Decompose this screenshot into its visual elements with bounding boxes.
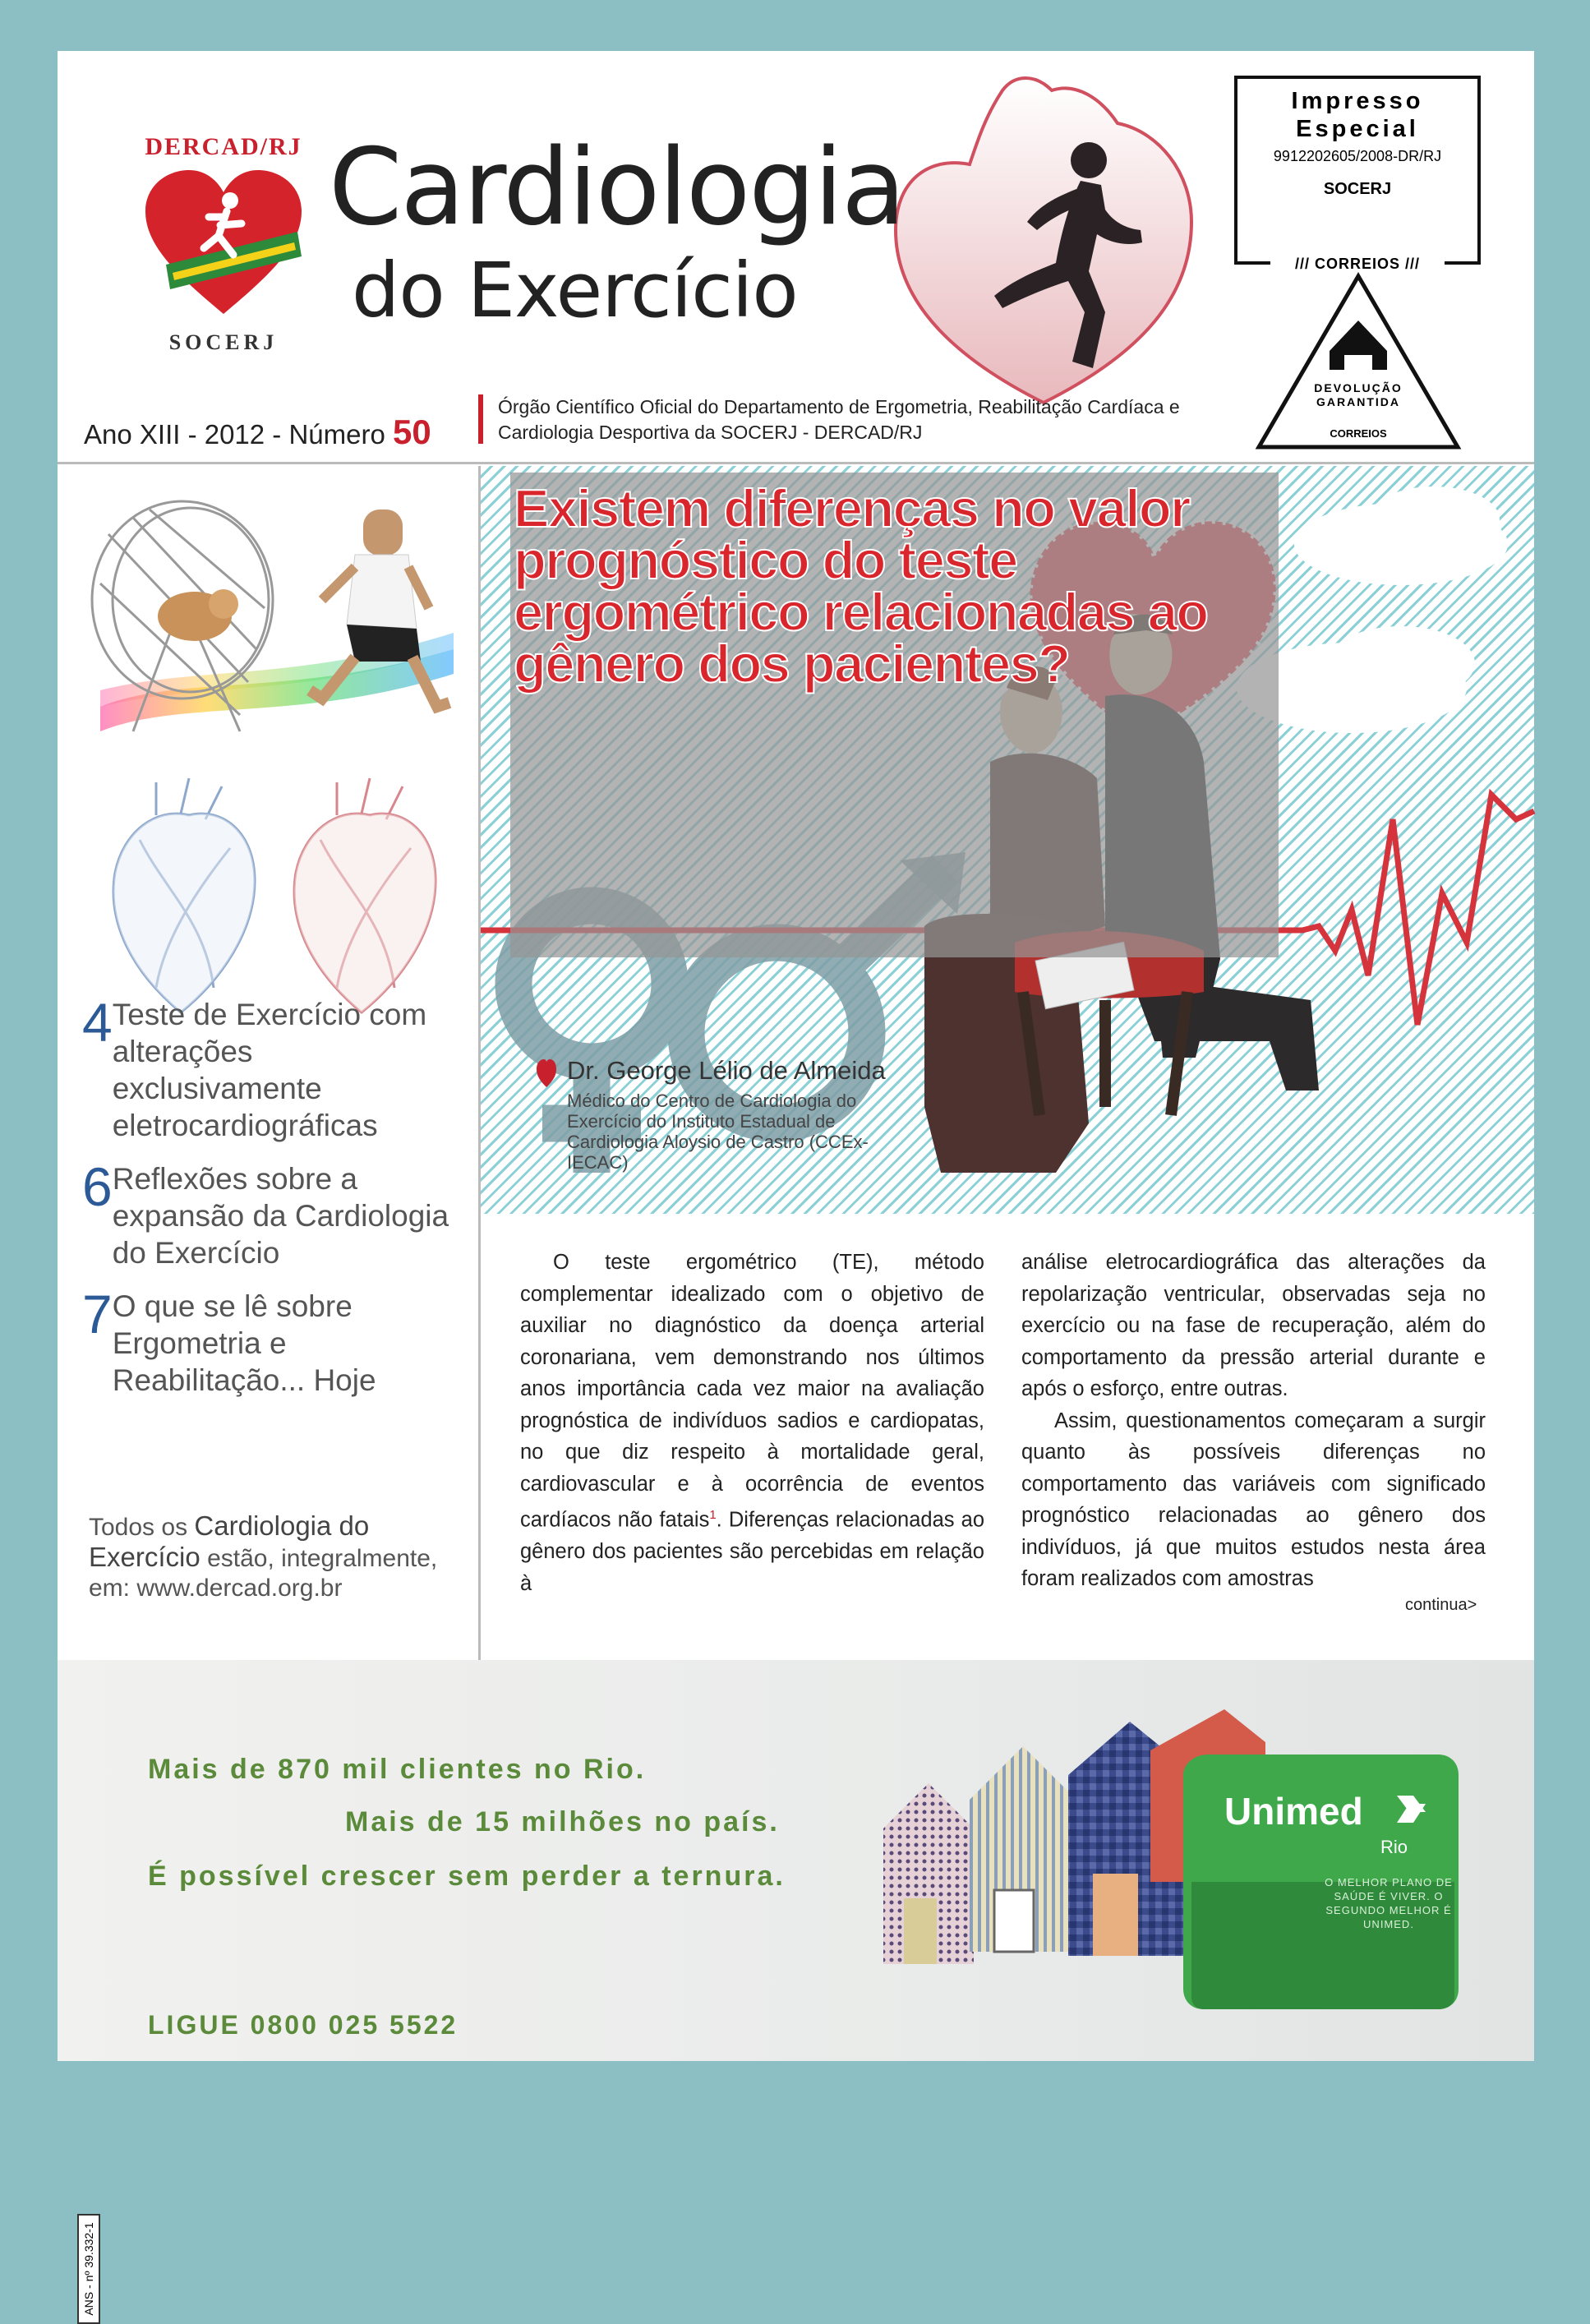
- article-column-1: [520, 1247, 984, 1599]
- devolucao-line2: GARANTIDA: [1316, 395, 1400, 408]
- all-issues-prefix: Todos os: [89, 1514, 188, 1541]
- anatomical-hearts-image: [90, 774, 452, 1021]
- hamster-wheel-runner-image: [84, 485, 454, 756]
- author-role: Médico do Centro de Cardiologia do Exercício do Instituto Estadual de Cardiologia Aloysio de Castro (CCEx-IECAC): [567, 1091, 869, 1173]
- author-name: Dr. George Lélio de Almeida: [567, 1056, 886, 1085]
- toc-page-number: 6: [82, 1156, 113, 1217]
- devolucao-line1: DEVOLUÇÃO: [1314, 381, 1403, 394]
- unimed-slogan: O MELHOR PLANO DE SAÚDE É VIVER. O SEGUNDO MELHOR É UNIMED.: [1325, 1876, 1453, 1930]
- article-col1-end: . Diferenças relacionadas ao gênero dos pacientes são percebidas em relação à: [520, 1508, 985, 1595]
- toc-item[interactable]: [82, 1156, 468, 1271]
- issue-number: 50: [393, 413, 431, 451]
- toc-page-number: 7: [82, 1284, 113, 1344]
- all-issues-title: Cardiologia do Exercício: [89, 1510, 370, 1572]
- pillow-houses-image: [879, 1718, 1520, 2030]
- heart-runner-illustration: [879, 66, 1208, 427]
- devolucao-triangle-icon: [1256, 273, 1461, 450]
- toc-title: Teste de Exercício com alterações exclusivamente eletrocardiográficas: [112, 998, 427, 1142]
- ad-line-3: É possível crescer sem perder a ternura.: [148, 1861, 786, 1892]
- article-column-2: [1021, 1247, 1486, 1595]
- masthead-title: Cardiologia: [329, 127, 905, 249]
- feature-panel: [481, 466, 1534, 1214]
- newsletter-page: [58, 51, 1534, 2316]
- devolucao-carrier: CORREIOS: [1330, 427, 1387, 440]
- dercad-logo: [108, 133, 339, 363]
- masthead-subtitle: do Exercício: [352, 247, 798, 334]
- ad-line-1: Mais de 870 mil clientes no Rio.: [148, 1754, 647, 1785]
- unimed-advertisement: [58, 1660, 1534, 2316]
- publication-description: Órgão Científico Oficial do Departamento de Ergometria, Reabilitação Cardíaca e Cardiologia Desportiva da SOCERJ - DERCAD/RJ: [498, 396, 1180, 443]
- stamp-code: 9912202605/2008-DR/RJ: [1273, 148, 1442, 164]
- toc-title: Reflexões sobre a expansão da Cardiologia do Exercício: [112, 1162, 449, 1270]
- logo-bottom-text: SOCERJ: [168, 330, 279, 354]
- footnote-ref[interactable]: 1: [709, 1508, 717, 1522]
- ad-line-2: Mais de 15 milhões no país.: [345, 1806, 780, 1838]
- stamp-org: SOCERJ: [1323, 180, 1392, 198]
- article-col2-para1: análise eletrocardiográfica das alterações da repolarização ventricular, observadas seja no exercício ou na fase de recuperação, além do comportamento da pressão arterial durante e após o esforço, entre outras.: [1021, 1251, 1486, 1400]
- feature-title: Existem diferenças no valor prognóstico do teste ergométrico relacionadas ao gênero dos pacientes?: [514, 478, 1208, 694]
- header-divider: [58, 462, 1534, 464]
- ans-number: ANS - nº 39.332-1: [77, 2214, 100, 2324]
- unimed-brand: Unimed: [1224, 1790, 1363, 1833]
- heart-bullet-icon: [537, 1059, 556, 1087]
- postage-stamp-box: [1234, 76, 1481, 272]
- logo-top-text: DERCAD/RJ: [145, 133, 302, 160]
- description-accent-bar: [478, 394, 483, 444]
- unimed-brand-sub: Rio: [1380, 1837, 1408, 1857]
- article-col1-text: O teste ergométrico (TE), método complementar idealizado com o objetivo de auxiliar no diagnóstico da doença arterial coronariana, vem demonstrando nos últimos anos importância cada vez maior na avaliação prognóstica de indivíduos sadios e cardiopatas, no que diz respeito à mortalidade geral, cardiovascular e à ocorrência de eventos cardíacos não fatais: [520, 1251, 984, 1532]
- stamp-line1: Impresso: [1291, 88, 1424, 114]
- issue-prefix: Ano XIII - 2012 - Número: [84, 419, 385, 450]
- toc-page-number: 4: [82, 992, 113, 1053]
- stamp-carrier: /// CORREIOS ///: [1270, 256, 1445, 273]
- toc-title: O que se lê sobre Ergometria e Reabilitação... Hoje: [112, 1289, 376, 1397]
- issue-info: [84, 413, 431, 452]
- article-col2-para2: Assim, questionamentos começaram a surgir quanto às possíveis diferenças no comportamento das variáveis com significado prognóstico relacionadas ao gênero dos indivíduos, já que muitos estudos nesta área foram realizados com amostras: [1021, 1409, 1486, 1590]
- all-issues-note: [89, 1511, 467, 1603]
- author-byline: [567, 1056, 912, 1173]
- stamp-line2: Especial: [1296, 116, 1419, 142]
- toc-item[interactable]: [82, 992, 468, 1144]
- heart-runner-icon: [141, 166, 306, 322]
- ad-phone: LIGUE 0800 025 5522: [148, 2010, 459, 2040]
- all-issues-suffix[interactable]: estão, integralmente, em: www.dercad.org.br: [89, 1545, 438, 1602]
- continue-link[interactable]: continua>: [1405, 1596, 1477, 1614]
- table-of-contents: [82, 992, 468, 1415]
- toc-item[interactable]: [82, 1284, 468, 1399]
